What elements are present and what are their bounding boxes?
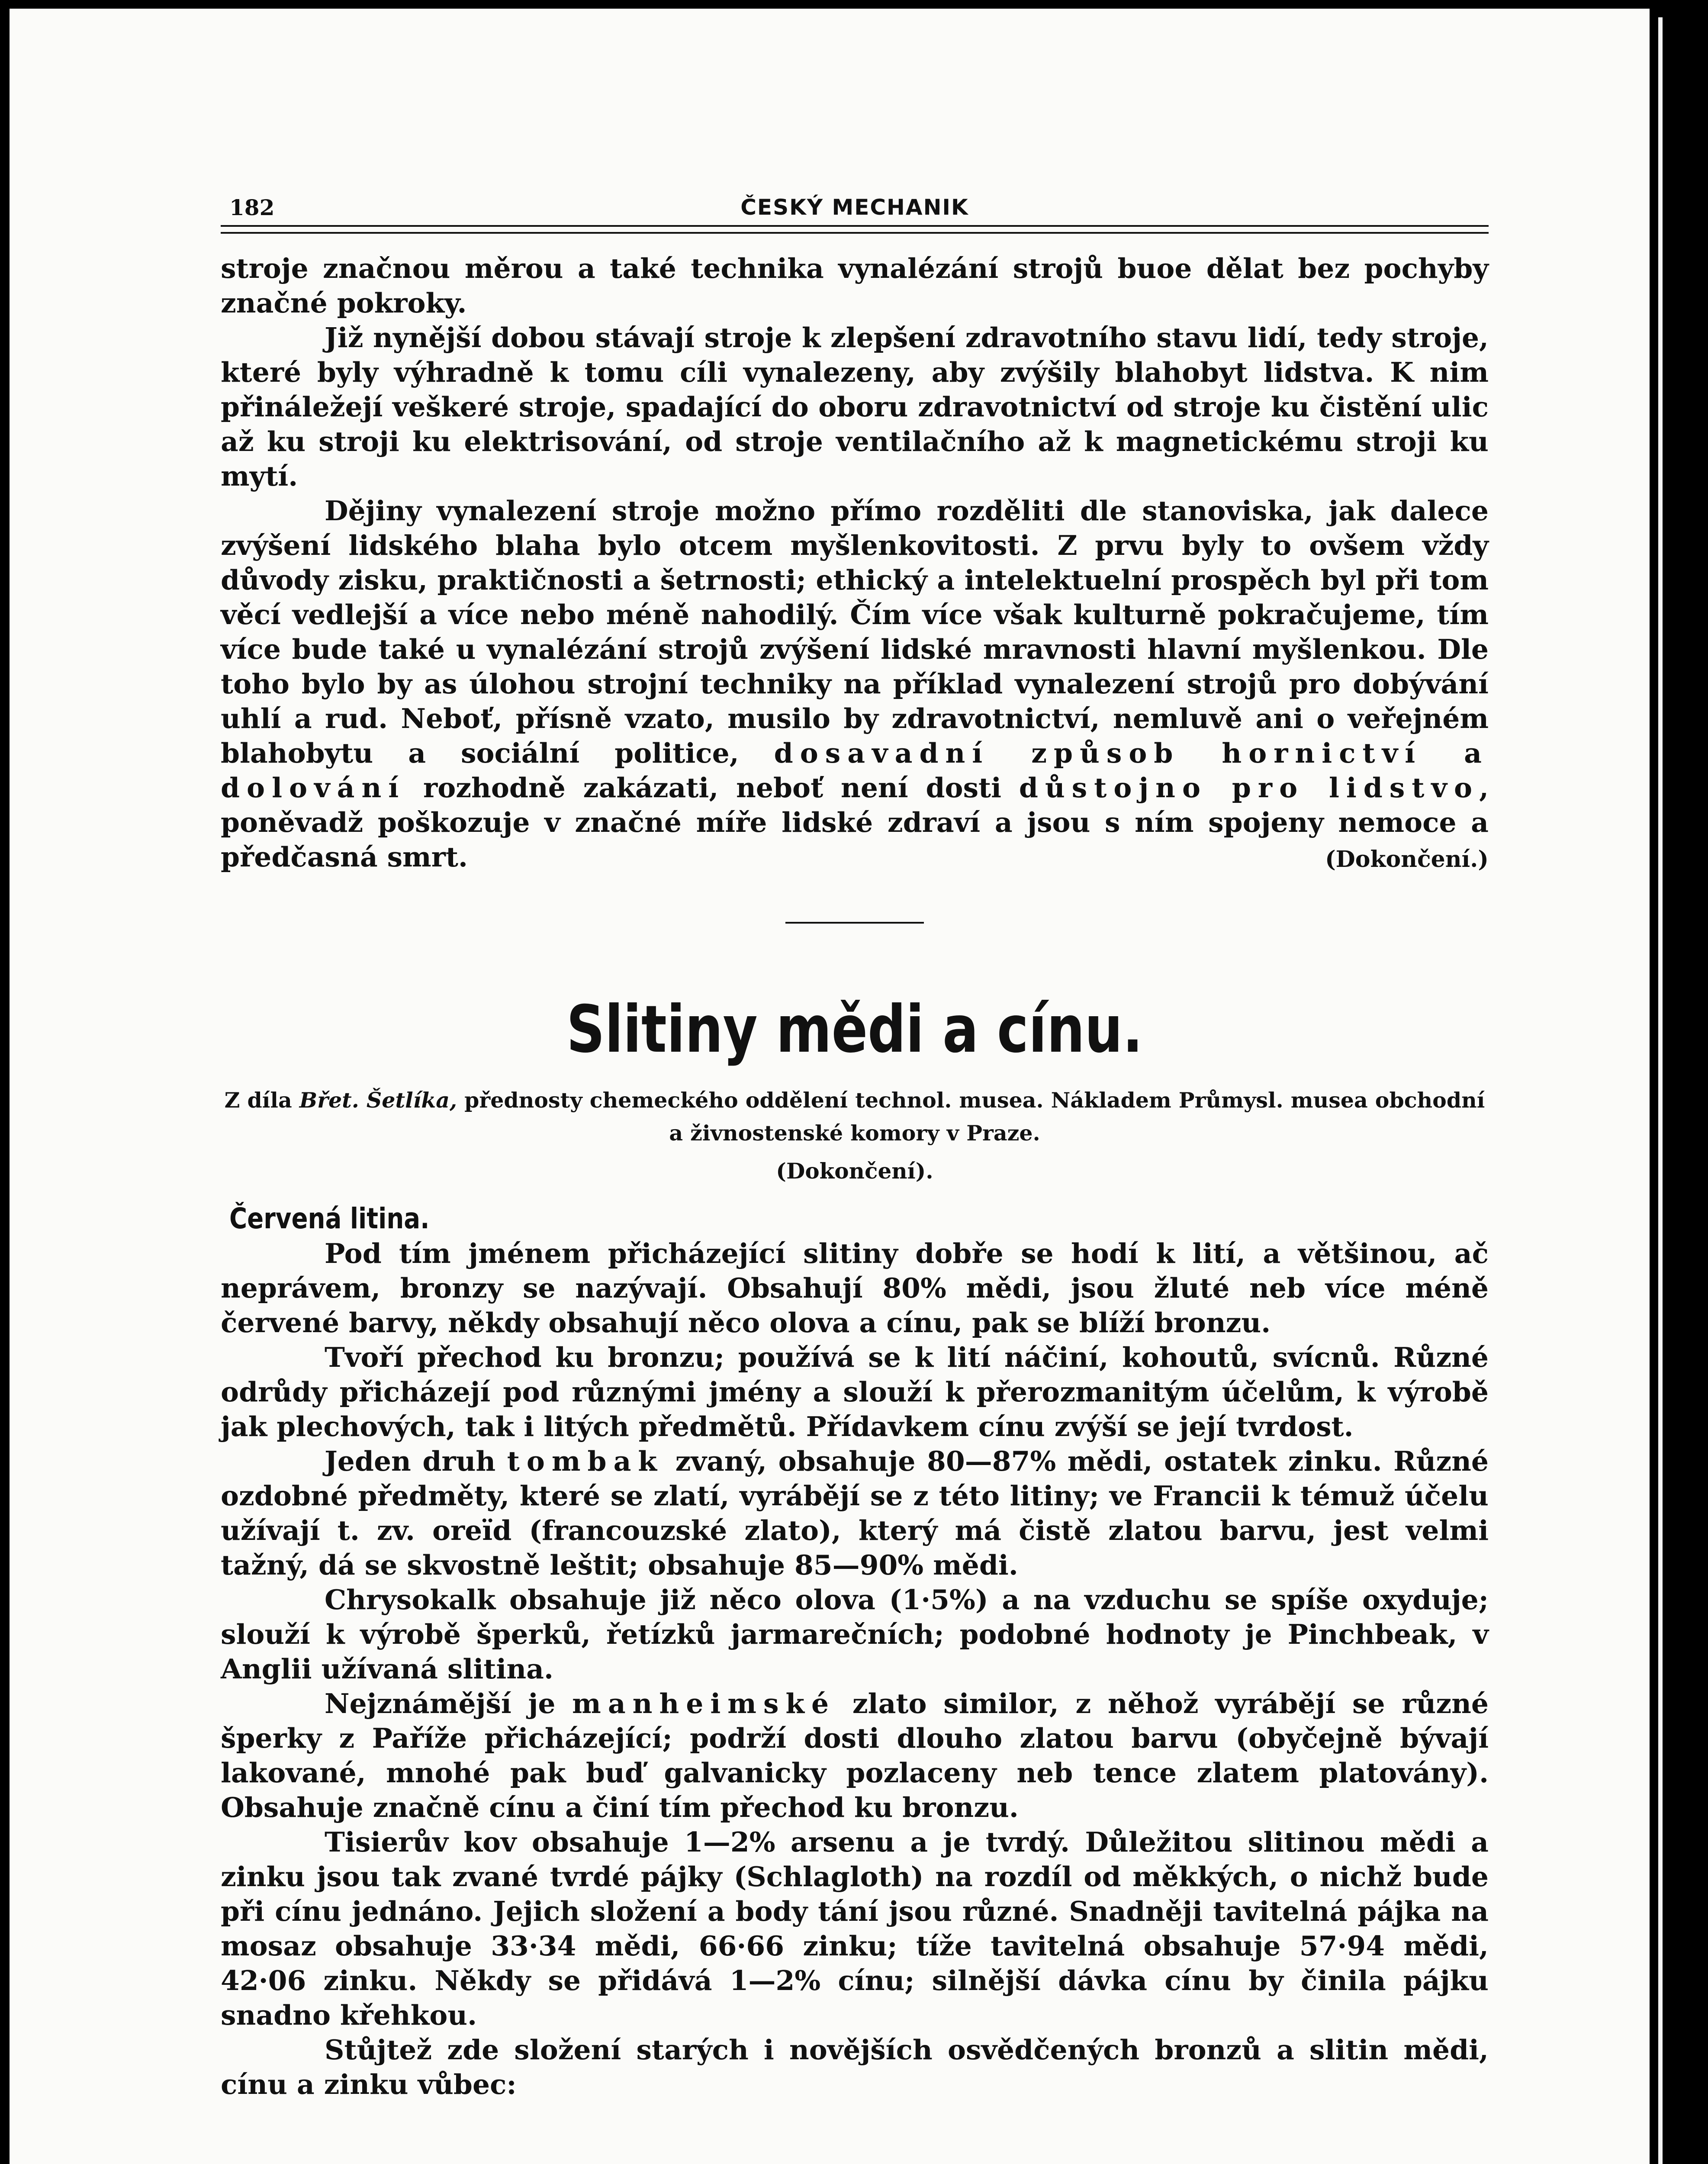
article-continued-label: (Dokončení). [776, 1158, 933, 1184]
paragraph-text: rozhodně zakázati, neboť není dosti [405, 772, 1019, 804]
paragraph-text: Dějiny vynalezení stroje možno přímo rozděliti dle stanoviska, jak dalece zvýšení lidského blaha bylo otcem myšlenkovitosti. Z prvu byly to ovšem vždy důvody zisku, praktičnosti a šetrnosti; ethický a intelektuelní prospěch byl při tom věcí vedlejší a více nebo méně nahodilý. Čím více však kulturně pokračujeme, tím více bude také u vynalézání strojů zvýšení lidské mravnosti hlavní myšlenkou. Dle toho bylo by as úlohou strojní techniky na příklad vynalezení strojů pro dobývání uhlí a rud. Neboť, přísně vzato, musilo by zdravotnictví, nemluvě ani o veřejném blahobytu a sociální politice, [221, 495, 1489, 769]
spaced-phrase: dosavadní způsob hornictví a dolování [221, 737, 1489, 804]
paragraph: Již nynější dobou stávají stroje k zlepšení zdravotního stavu lidí, tedy stroje, které byly výhradně k tomu cíli vynalezeny, aby zvýšily blahobyt lidstva. K nim přináležejí veškeré stroje, spadající do oboru zdravotnictví od stroje ku čistění ulic až ku stroji ku elektrisování, od stroje ventilačního až k magnetickému stroji ku mytí. [221, 322, 1489, 492]
article-title: Slitiny mědi a cínu. [566, 992, 1143, 1067]
paragraph: Stůjtež zde složení starých i novějších osvědčených bronzů a slitin mědi, cínu a zinku vůbec: [221, 2034, 1489, 2100]
paragraph [221, 493, 1489, 874]
paragraph: Chrysokalk obsahuje již něco olova (1·5%) a na vzduchu se spíše oxyduje; slouží k výrobě šperků, řetízků jarmarečních; podobné hodnoty je Pinchbeak, v Anglii užívaná slitina. [221, 1584, 1489, 1685]
previous-article-text [221, 251, 1489, 874]
section-heading: Červená litina. [229, 1202, 430, 1235]
running-title: ČESKÝ MECHANIK [740, 195, 969, 220]
paragraph-text: , poněvadž poškozuje v značné míře lidské zdraví a jsou s ním spojeny nemoce a předčasná smrt. [221, 772, 1489, 873]
page-content [221, 186, 1489, 2102]
spaced-word: manheimské [572, 1687, 836, 1720]
page-number: 182 [229, 195, 275, 220]
scan-edge-line [1658, 17, 1663, 2164]
article-byline [221, 1084, 1489, 1150]
paragraph-text: zvaný, obsahuje 80—87% mědi, ostatek zinku. Různé ozdobné předměty, které se zlatí, vyrábějí se z této litiny; ve Francii k témuž účelu užívají t. zv. oreïd (francouzské zlato), který má čistě zlatou barvu, jest velmi tažný, dá se skvostně leštit; obsahuje 85—90% mědi. [221, 1445, 1489, 1581]
byline-text: přednosty chemeckého oddělení technol. musea. Nákladem Průmysl. musea obchodní a živnostenské komory v Praze. [457, 1088, 1485, 1146]
spaced-word: tombak [507, 1445, 664, 1477]
paragraph: Tvoří přechod ku bronzu; používá se k lití náčiní, kohoutů, svícnů. Různé odrůdy přicházejí pod různými jmény a slouží k přerozmanitým účelům, k výrobě jak plechových, tak i litých předmětů. Přídavkem cínu zvýší se její tvrdost. [221, 1341, 1489, 1443]
paragraph: Pod tím jménem přicházející slitiny dobře se hodí k lití, a většinou, ač neprávem, bronzy se nazývají. Obsahují 80% mědi, jsou žluté neb více méně červené barvy, někdy obsahují něco olova a cínu, pak se blíží bronzu. [221, 1237, 1489, 1339]
paragraph [221, 1444, 1489, 1582]
byline-author: Břet. Šetlíka, [299, 1088, 457, 1113]
section-divider [785, 922, 924, 924]
paragraph-text: zlato similor, z něhož vyrábějí se různé šperky z Paříže přicházející; podrží dosti dlouho zlatou barvu (obyčejně bývají lakované, mnohé pak buď galvanicky pozlaceny neb tence zlatem platovány). Obsahuje značně cínu a činí tím přechod ku bronzu. [221, 1687, 1489, 1823]
paragraph: stroje značnou měrou a také technika vynalézání strojů buoe dělat bez pochyby značné pokroky. [221, 252, 1489, 319]
spaced-phrase: důstojno pro lidstvo [1019, 772, 1480, 804]
paragraph-text: Jeden druh [325, 1445, 507, 1477]
continued-label: (Dokončení.) [1325, 846, 1489, 873]
paragraph [221, 1686, 1489, 1825]
paragraph-text: Nejznámější je [325, 1687, 573, 1720]
page-header [221, 186, 1489, 225]
header-rule [221, 225, 1489, 234]
paragraph: Tisierův kov obsahuje 1—2% arsenu a je tvrdý. Důležitou slitinou mědi a zinku jsou tak zvané tvrdé pájky (Schlagloth) na rozdíl od měkkých, o nichž bude při cínu jednáno. Jejich složení a body tání jsou různé. Snadněji tavitelná pájka na mosaz obsahuje 33·34 mědi, 66·66 zinku; tíže tavitelná obsahuje 57·94 mědi, 42·06 zinku. Někdy se přidává 1—2% cínu; silnější dávka cínu by činila pájku snadno křehkou. [221, 1826, 1489, 2031]
byline-prefix: Z díla [224, 1088, 299, 1113]
article-body [221, 1236, 1489, 2102]
